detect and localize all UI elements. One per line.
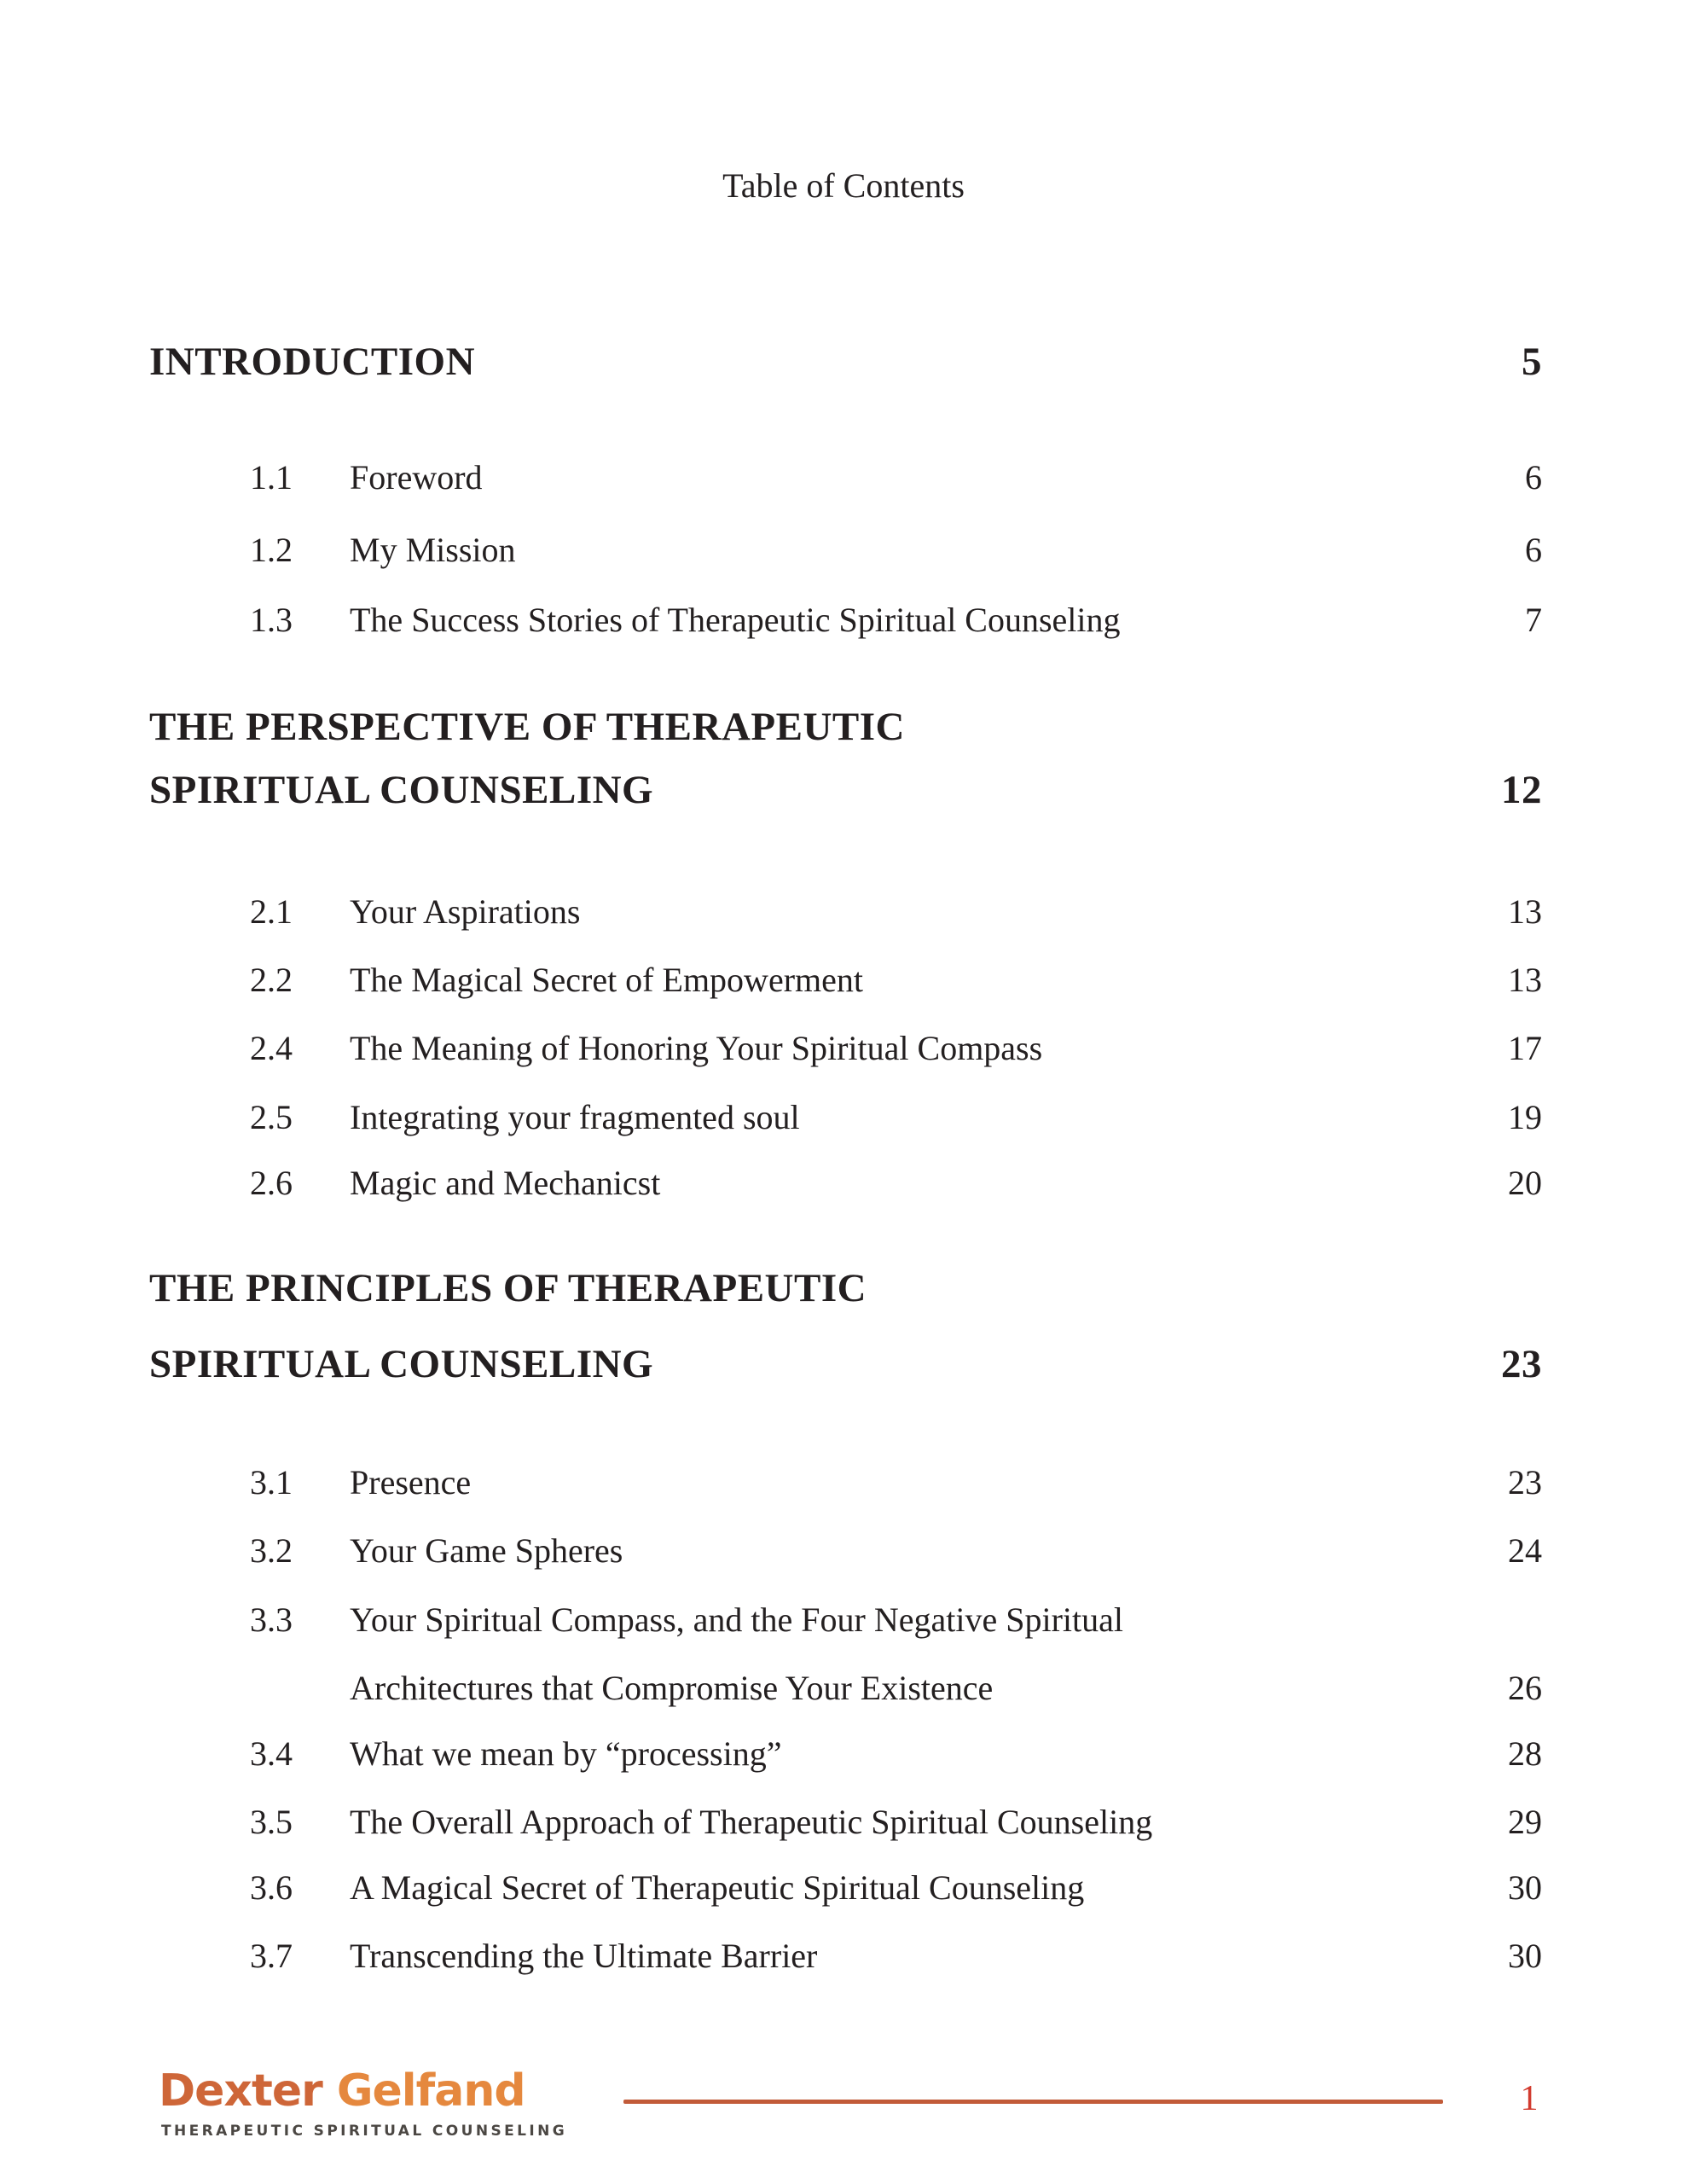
toc-entry-title: A Magical Secret of Therapeutic Spiritual Counseling <box>350 1868 1085 1907</box>
toc-entry-number: 3.4 <box>250 1734 293 1773</box>
toc-entry-page: 13 <box>1508 961 1542 999</box>
toc-entry-title: The Magical Secret of Empowerment <box>350 961 863 999</box>
toc-entry-title: Transcending the Ultimate Barrier <box>350 1937 818 1975</box>
toc-entry-title: Your Aspirations <box>350 892 581 931</box>
toc-entry-title: Magic and Mechanicst <box>350 1164 661 1202</box>
toc-entry-page: 6 <box>1525 458 1542 497</box>
toc-entry-page: 17 <box>1508 1029 1542 1067</box>
toc-item-row[interactable] <box>149 1932 1542 1980</box>
toc-entry-number: 3.6 <box>250 1868 293 1907</box>
toc-entry-page: 13 <box>1508 892 1542 931</box>
toc-entry-page: 19 <box>1508 1098 1542 1136</box>
toc-section-row[interactable] <box>149 1337 1542 1391</box>
toc-entry-page: 20 <box>1508 1164 1542 1202</box>
toc-entry-number: 2.5 <box>250 1098 293 1136</box>
toc-item-row[interactable] <box>149 1664 1542 1712</box>
toc-section-label: THE PRINCIPLES OF THERAPEUTIC <box>149 1266 867 1310</box>
toc-entry-page: 5 <box>1522 340 1542 384</box>
toc-entry-title: My Mission <box>350 531 516 569</box>
toc-item-row[interactable] <box>149 1159 1542 1207</box>
toc-entry-page: 12 <box>1501 768 1542 812</box>
toc-entry-number: 3.7 <box>250 1937 293 1975</box>
toc-entry-title: Presence <box>350 1463 472 1502</box>
toc-item-row[interactable] <box>149 1730 1542 1778</box>
toc-entry-number: 2.4 <box>250 1029 293 1067</box>
toc-entry-page: 26 <box>1508 1669 1542 1707</box>
toc-entry-title: Your Game Spheres <box>350 1531 623 1570</box>
toc-entry-title: The Meaning of Honoring Your Spiritual Compass <box>350 1029 1043 1067</box>
toc-entry-number: 1.2 <box>250 531 293 569</box>
toc-entry-page: 29 <box>1508 1803 1542 1841</box>
toc-item-row[interactable] <box>149 888 1542 936</box>
toc-entry-number: 2.1 <box>250 892 293 931</box>
toc-entry-number: 3.3 <box>250 1600 293 1639</box>
toc-entry-number: 1.1 <box>250 458 293 497</box>
toc-section-label: SPIRITUAL COUNSELING <box>149 768 654 812</box>
toc-item-row[interactable] <box>149 1596 1542 1644</box>
toc-entry-title: Your Spiritual Compass, and the Four Negative Spiritual <box>350 1600 1123 1639</box>
toc-entry-page: 23 <box>1508 1463 1542 1502</box>
toc-entry-title: The Success Stories of Therapeutic Spiritual Counseling <box>350 601 1121 639</box>
toc-entry-title: Architectures that Compromise Your Existence <box>350 1669 994 1707</box>
footer-page-number: 1 <box>1520 2079 1539 2118</box>
toc-entry-title: Integrating your fragmented soul <box>350 1098 800 1136</box>
toc-item-row[interactable] <box>149 596 1542 644</box>
brand-logo-word-2: Gelfand <box>336 2065 525 2117</box>
toc-entry-page: 30 <box>1508 1868 1542 1907</box>
toc-item-row[interactable] <box>149 1527 1542 1575</box>
toc-item-row[interactable] <box>149 526 1542 574</box>
toc-entry-page: 23 <box>1501 1342 1542 1386</box>
toc-entry-number: 2.6 <box>250 1164 293 1202</box>
toc-item-row[interactable] <box>149 1459 1542 1507</box>
brand-logo-word-1: Dexter <box>159 2065 322 2117</box>
page-title: Table of Contents <box>722 166 965 205</box>
toc-section-row[interactable] <box>149 1261 1542 1316</box>
toc-entry-page: 6 <box>1525 531 1542 569</box>
footer-divider <box>623 2100 1443 2104</box>
toc-section-label: THE PERSPECTIVE OF THERAPEUTIC <box>149 705 905 749</box>
toc-entry-number: 1.3 <box>250 601 293 639</box>
toc-entry-number: 2.2 <box>250 961 293 999</box>
toc-item-row[interactable] <box>149 1094 1542 1141</box>
toc-section-row[interactable] <box>149 700 1542 754</box>
toc-item-row[interactable] <box>149 1864 1542 1912</box>
toc-item-row[interactable] <box>149 454 1542 502</box>
toc-section-row[interactable] <box>149 763 1542 817</box>
toc-section-label: SPIRITUAL COUNSELING <box>149 1342 654 1386</box>
toc-entry-page: 7 <box>1525 601 1542 639</box>
toc-entry-page: 28 <box>1508 1734 1542 1773</box>
toc-entry-page: 30 <box>1508 1937 1542 1975</box>
toc-entry-number: 3.5 <box>250 1803 293 1841</box>
toc-section-label: INTRODUCTION <box>149 340 476 384</box>
toc-entry-title: The Overall Approach of Therapeutic Spiritual Counseling <box>350 1803 1153 1841</box>
toc-entry-title: Foreword <box>350 458 483 497</box>
toc-entry-number: 3.1 <box>250 1463 293 1502</box>
toc-section-row[interactable] <box>149 334 1542 389</box>
brand-logo <box>159 2066 525 2116</box>
toc-entry-page: 24 <box>1508 1531 1542 1570</box>
brand-tagline: THERAPEUTIC SPIRITUAL COUNSELING <box>161 2123 568 2140</box>
toc-item-row[interactable] <box>149 956 1542 1004</box>
toc-item-row[interactable] <box>149 1798 1542 1846</box>
toc-item-row[interactable] <box>149 1025 1542 1072</box>
toc-entry-title: What we mean by “processing” <box>350 1734 782 1773</box>
toc-entry-number: 3.2 <box>250 1531 293 1570</box>
